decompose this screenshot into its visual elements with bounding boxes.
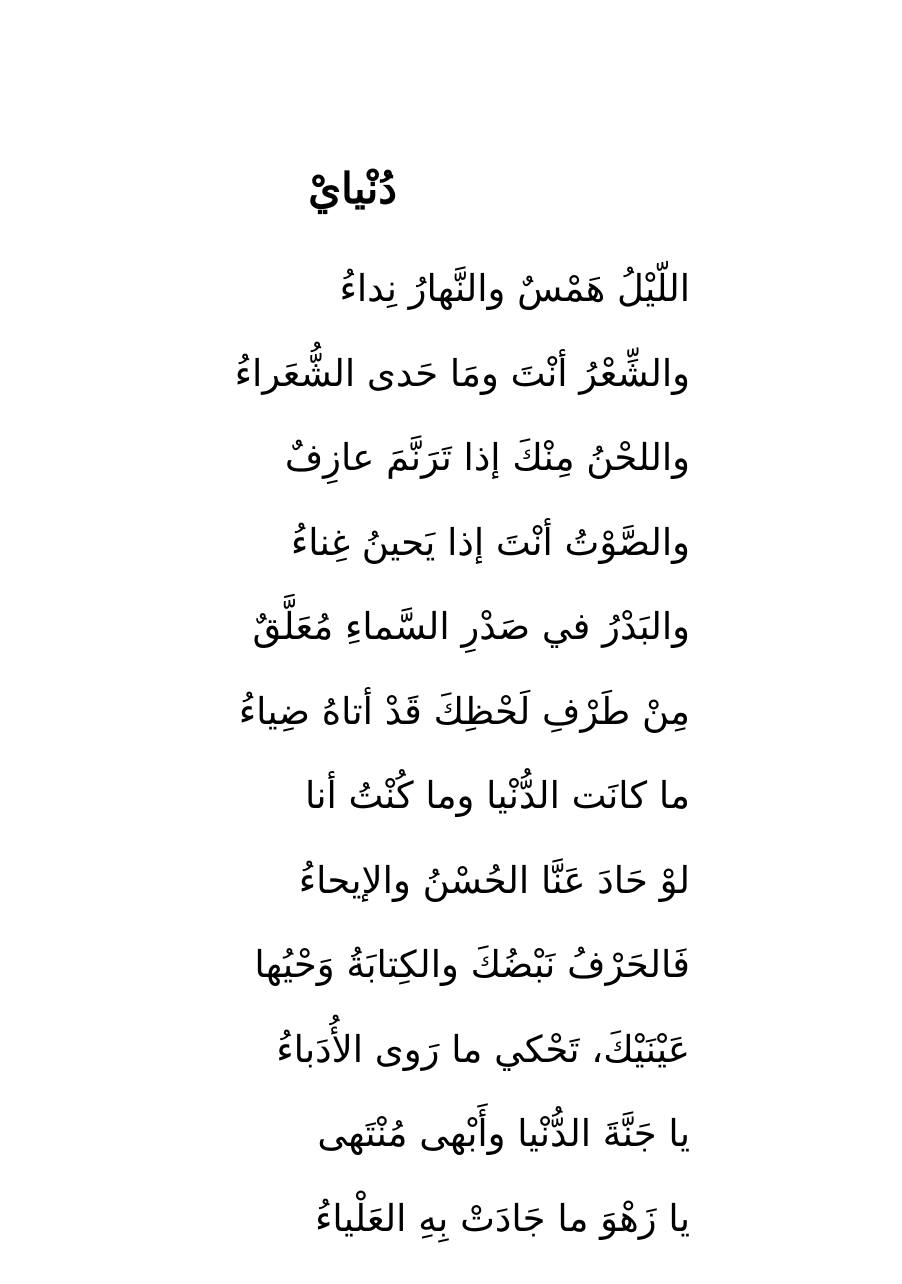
- poem-verse: يا زَهْوَ ما جَادَتْ بِهِ العَلْياءُ: [130, 1200, 690, 1284]
- poem-verse: لوْ حَادَ عَنَّا الحُسْنُ والإيحاءُ: [130, 862, 690, 947]
- poem-verse: والبَدْرُ في صَدْرِ السَّماءِ مُعَلَّقٌ: [130, 608, 690, 693]
- poem-verse: مِنْ طَرْفِ لَحْظِكَ قَدْ أتاهُ ضِياءُ: [130, 693, 690, 778]
- poem-verse: واللحْنُ مِنْكَ إذا تَرَنَّمَ عازِفٌ: [130, 439, 690, 524]
- poem-verse: والشِّعْرُ أنْتَ ومَا حَدى الشُّعَراءُ: [130, 355, 690, 440]
- poem-verse: فَالحَرْفُ نَبْضُكَ والكِتابَةُ وَحْيُها: [130, 946, 690, 1031]
- poem-verse: يا جَنَّةَ الدُّنْيا وأَبْهى مُنْتَهى: [130, 1115, 690, 1200]
- poem-verse: عَيْنَيْكَ، تَحْكي ما رَوى الأُدَباءُ: [130, 1031, 690, 1116]
- poem-verse: اللّيْلُ هَمْسٌ والنَّهارُ نِداءُ: [130, 270, 690, 355]
- poem-verses: [130, 270, 690, 1284]
- poem-verse: ما كانَت الدُّنْيا وما كُنْتُ أنا: [130, 777, 690, 862]
- poem-verse: والصَّوْتُ أنْتَ إذا يَحينُ غِناءُ: [130, 524, 690, 609]
- poem-title: دُنْيايْ: [308, 168, 397, 210]
